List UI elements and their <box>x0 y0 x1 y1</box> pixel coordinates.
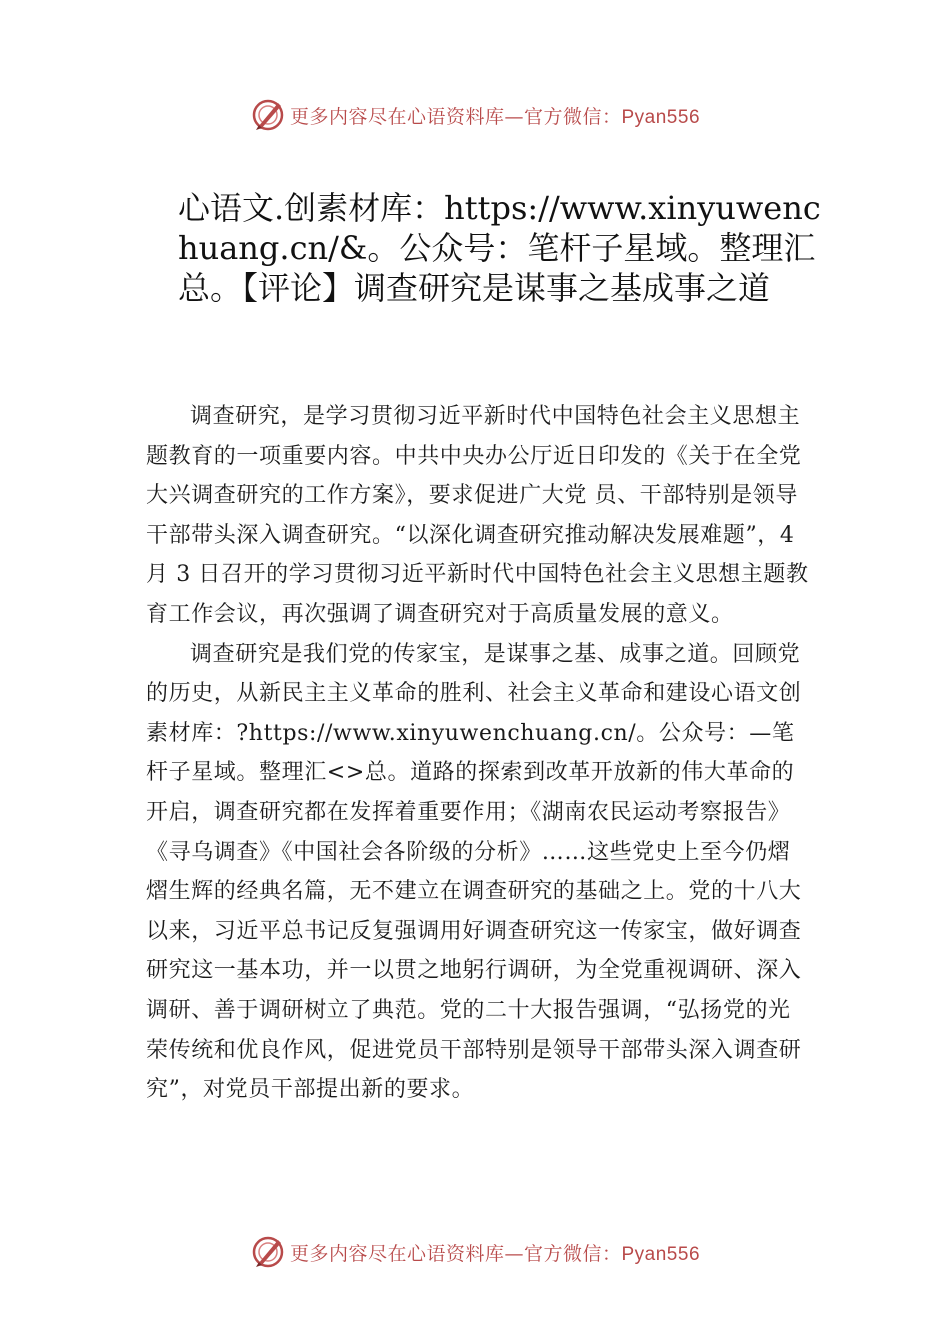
pen-seal-icon <box>250 1234 286 1270</box>
footer-banner <box>0 1230 950 1274</box>
header-banner <box>0 93 950 137</box>
document-title: 心语文.创素材库：https://www.xinyuwenchuang.cn/&。公众号：笔杆子星域。整理汇总。【评论】调查研究是谋事之基成事之道 <box>178 189 821 307</box>
paragraph: 调查研究，是学习贯彻习近平新时代中国特色社会主义思想主题教育的一项重要内容。中共中央办公厅近日印发的《关于在全党大兴调查研究的工作方案》，要求促进广大党 员、干部特别是领导干部带头深入调查研究。“以深化调查研究推动解决发展难题”，4 月 3 日召开的学习贯彻习近平新时代中国特色社会主义思想主题教育工作会议，再次强调了调查研究对于高质量发展的意义。 <box>146 404 809 627</box>
pen-seal-icon <box>250 97 286 133</box>
document-body <box>146 397 811 1110</box>
banner-text: 更多内容尽在心语资料库—官方微信：Pyan556 <box>289 1242 701 1265</box>
paragraph: 调查研究是我们党的传家宝，是谋事之基、成事之道。回顾党的历史，从新民主主义革命的胜利、社会主义革命和建设心语文创素材库：?https://www.xinyuwenchuang.cn/。公众号：—笔杆子星域。整理汇<>总。道路的探索到改革开放新的伟大革命的开启，调查研究都在发挥着重要作用；《湖南农民运动考察报告》《寻乌调查》《中国社会各阶级的分析》……这些党史上至今仍熠熠生辉的经典名篇，无不建立在调查研究的基础之上。党的十八大以来，习近平总书记反复强调用好调查研究这一传家宝，做好调查研究这一基本功，并一以贯之地躬行调研，为全党重视调研、深入调研、善于调研树立了典范。党的二十大报告强调，“弘扬党的光荣传统和优良作风，促进党员干部特别是领导干部带头深入调查研究”，对党员干部提出新的要求。 <box>146 641 802 1103</box>
banner-text: 更多内容尽在心语资料库—官方微信：Pyan556 <box>289 105 701 128</box>
